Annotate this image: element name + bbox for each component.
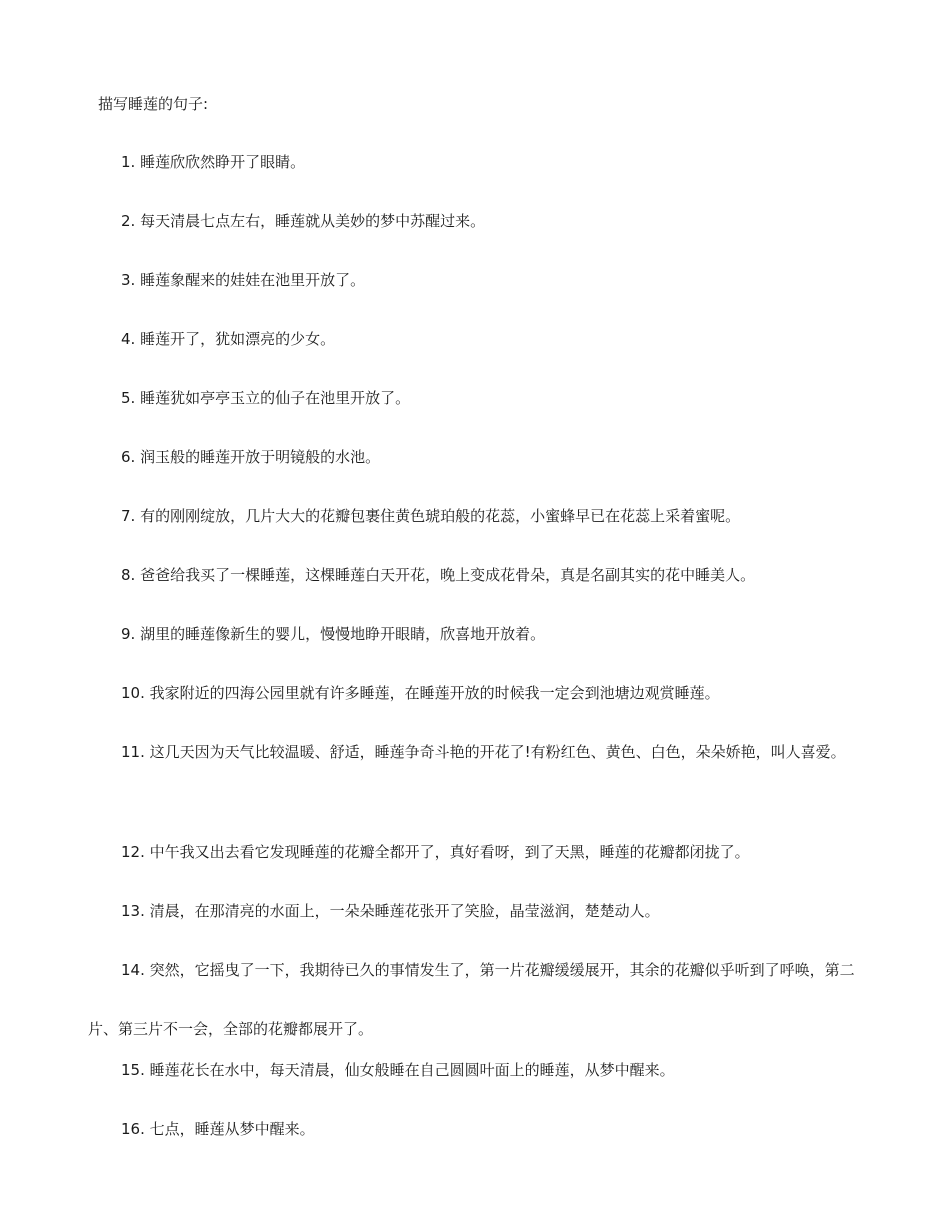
sentence-item-1 <box>88 133 858 192</box>
sentence-item-16 <box>88 1100 858 1159</box>
item-number: 4. <box>121 330 136 348</box>
item-text: 突然，它摇曳了一下，我期待已久的事情发生了，第一片花瓣缓缓展开，其余的花瓣似乎听到了呼唤，第二片、第三片不一会，全部的花瓣都展开了。 <box>88 961 855 1038</box>
item-number: 6. <box>121 448 136 466</box>
item-text: 润玉般的睡莲开放于明镜般的水池。 <box>140 448 381 466</box>
item-text: 睡莲犹如亭亭玉立的仙子在池里开放了。 <box>140 389 411 407</box>
document-title: 描写睡莲的句子: <box>98 95 209 113</box>
sentence-item-9 <box>88 605 858 664</box>
item-number: 10. <box>121 684 145 702</box>
item-text: 清晨，在那清亮的水面上，一朵朵睡莲花张开了笑脸，晶莹滋润，楚楚动人。 <box>149 902 660 920</box>
item-text: 有的刚刚绽放，几片大大的花瓣包裹住黄色琥珀般的花蕊，小蜜蜂早已在花蕊上采着蜜呢。 <box>140 507 741 525</box>
sentence-item-13 <box>88 882 858 941</box>
item-number: 8. <box>121 566 136 584</box>
item-text: 睡莲象醒来的娃娃在池里开放了。 <box>140 271 366 289</box>
item-text: 每天清晨七点左右，睡莲就从美妙的梦中苏醒过来。 <box>140 212 486 230</box>
item-number: 16. <box>121 1120 145 1138</box>
item-text: 睡莲开了，犹如漂亮的少女。 <box>140 330 336 348</box>
item-number: 15. <box>121 1061 145 1079</box>
item-number: 14. <box>121 961 145 979</box>
item-text: 爸爸给我买了一棵睡莲，这棵睡莲白天开花，晚上变成花骨朵，真是名副其实的花中睡美人。 <box>140 566 756 584</box>
item-text: 睡莲花长在水中，每天清晨，仙女般睡在自己圆圆叶面上的睡莲，从梦中醒来。 <box>149 1061 675 1079</box>
item-text: 我家附近的四海公园里就有许多睡莲，在睡莲开放的时候我一定会到池塘边观赏睡莲。 <box>149 684 720 702</box>
sentence-item-6 <box>88 428 858 487</box>
sentence-item-2 <box>88 192 858 251</box>
sentence-item-3 <box>88 251 858 310</box>
item-text: 湖里的睡莲像新生的婴儿，慢慢地睁开眼睛，欣喜地开放着。 <box>140 625 546 643</box>
item-number: 12. <box>121 843 145 861</box>
item-text: 睡莲欣欣然睁开了眼睛。 <box>140 153 306 171</box>
item-number: 3. <box>121 271 136 289</box>
item-number: 1. <box>121 153 136 171</box>
item-number: 13. <box>121 902 145 920</box>
sentence-item-10 <box>88 664 858 723</box>
item-number: 7. <box>121 507 136 525</box>
sentence-item-12 <box>88 823 858 882</box>
item-text: 中午我又出去看它发现睡莲的花瓣全都开了，真好看呀，到了天黑，睡莲的花瓣都闭拢了。 <box>149 843 750 861</box>
item-number: 5. <box>121 389 136 407</box>
sentence-item-8 <box>88 546 858 605</box>
sentence-item-4 <box>88 310 858 369</box>
item-text: 七点，睡莲从梦中醒来。 <box>149 1120 315 1138</box>
sentence-item-15 <box>88 1041 858 1100</box>
sentence-item-5 <box>88 369 858 428</box>
sentence-item-7 <box>88 487 858 546</box>
item-number: 11. <box>121 743 145 761</box>
sentence-item-11 <box>88 723 858 782</box>
item-number: 2. <box>121 212 136 230</box>
item-text: 这几天因为天气比较温暖、舒适，睡莲争奇斗艳的开花了!有粉红色、黄色、白色，朵朵娇艳，叫人喜爱。 <box>149 743 846 761</box>
item-number: 9. <box>121 625 136 643</box>
